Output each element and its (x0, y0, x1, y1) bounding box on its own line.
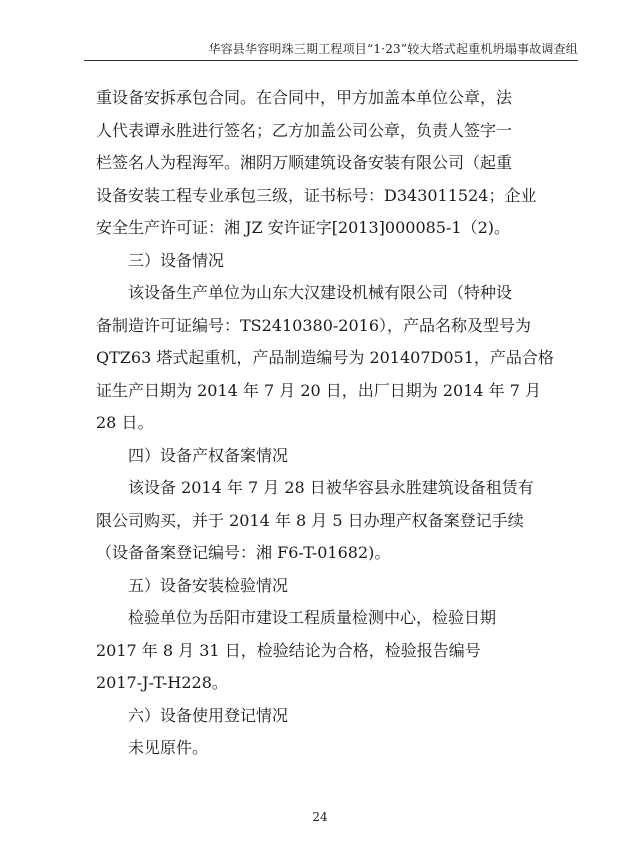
section-heading: 四）设备产权备案情况 (128, 445, 289, 465)
body-line: 人代表谭永胜进行签名；乙方加盖公司公章，负责人签字一 (96, 120, 513, 140)
page-number: 24 (312, 810, 328, 824)
body-line: 安全生产许可证：湘 JZ 安许证字[2013]000085-1（2)。 (96, 218, 510, 237)
body-line: 重设备安拆承包合同。在合同中，甲方加盖本单位公章，法 (96, 88, 513, 107)
section-heading: 五）设备安装检验情况 (128, 575, 289, 595)
body-line: 该设备生产单位为山东大汉建设机械有限公司（特种设 (128, 283, 513, 302)
body-line: 2017-J-T-H228。 (96, 673, 228, 692)
body-line: 未见原件。 (128, 738, 209, 757)
page-header: 华容县华容明珠三期工程项目“1·23”较大塔式起重机坍塌事故调查组 (208, 42, 578, 56)
section-heading: 三）设备情况 (128, 250, 225, 270)
body-line: 检验单位为岳阳市建设工程质量检测中心，检验日期 (128, 608, 497, 627)
body-line: 备制造许可证编号：TS2410380-2016），产品名称及型号为 (96, 315, 532, 335)
header-divider (84, 60, 578, 61)
section-heading: 六）设备使用登记情况 (128, 705, 289, 725)
body-line: 该设备 2014 年 7 月 28 日被华容县永胜建筑设备租赁有 (128, 478, 534, 497)
body-line: （设备备案登记编号：湘 F6-T-01682)。 (96, 543, 391, 562)
body-line: 2017 年 8 月 31 日，检验结论为合格，检验报告编号 (96, 640, 481, 660)
document-body (96, 82, 566, 765)
body-line: 栏签名人为程海军。湘阴万顺建筑设备安装有限公司（起重 (96, 153, 513, 172)
body-line: QTZ63 塔式起重机，产品制造编号为 201407D051，产品合格 (96, 348, 554, 367)
body-line: 28 日。 (96, 413, 154, 432)
body-line: 限公司购买，并于 2014 年 8 月 5 日办理产权备案登记手续 (96, 510, 524, 530)
body-line: 证生产日期为 2014 年 7 月 20 日，出厂日期为 2014 年 7 月 (96, 380, 542, 400)
body-line: 设备安装工程专业承包三级，证书标号：D343011524；企业 (96, 185, 537, 205)
